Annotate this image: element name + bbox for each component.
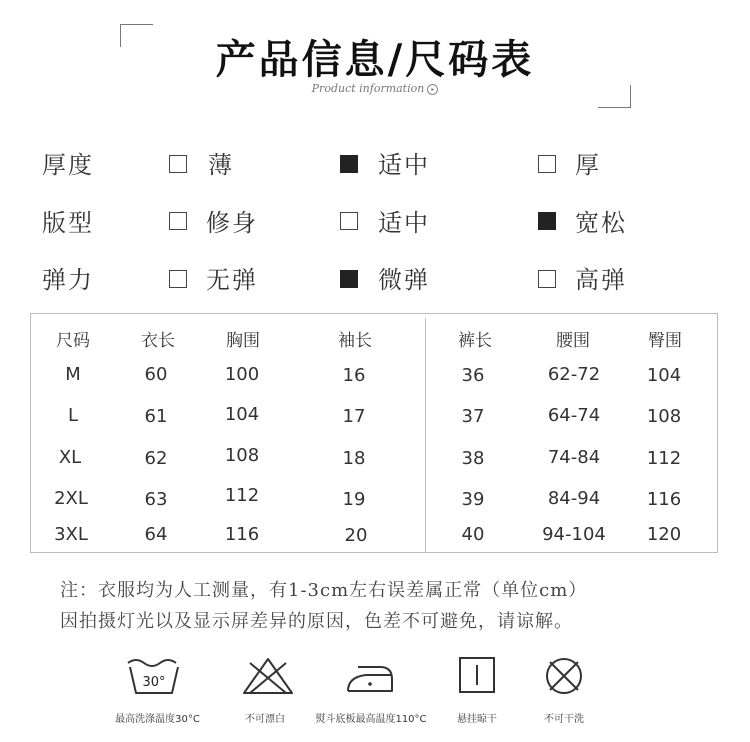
table-cell: 20 [344,525,368,546]
checkbox-regular-fit [340,212,358,230]
table-cell: 100 [224,364,260,385]
arrow-circle-icon: ▸ [427,84,438,95]
table-cell: 64-74 [547,405,601,426]
wash-temperature-text: 30° [142,675,166,690]
table-divider [425,318,426,552]
table-cell: 3XL [54,524,88,545]
checkbox-no-stretch [169,270,187,288]
table-cell: 62 [144,448,168,469]
checkbox-high-stretch [538,270,556,288]
checkbox-loose [538,212,556,230]
table-cell: 17 [342,406,366,427]
table-cell: L [67,405,79,426]
option-thin: 薄 [208,151,234,179]
header-chest: 胸围 [226,331,260,351]
table-cell: 60 [144,364,168,385]
attribute-label-elasticity: 弹力 [42,266,94,294]
wash-30-icon [124,655,186,697]
option-high-stretch: 高弹 [575,266,627,294]
hang-dry-icon [457,655,497,697]
note-line-2: 因拍摄灯光以及显示屏差异的原因，色差不可避免，请谅解。 [60,611,573,632]
table-cell: 74-84 [547,447,601,468]
table-cell: 18 [342,448,366,469]
iron-110-icon [340,655,400,697]
checkbox-thin [169,155,187,173]
table-cell: 108 [646,406,682,427]
table-cell: 84-94 [547,488,601,509]
option-slim: 修身 [206,209,258,237]
table-cell: 40 [461,524,485,545]
table-cell: 19 [342,489,366,510]
page-subtitle [0,82,750,95]
table-cell: 62-72 [547,364,601,385]
care-label-iron: 熨斗底板最高温度110°C [315,714,427,725]
table-cell: XL [58,447,82,468]
table-cell: 116 [646,489,682,510]
table-cell: 112 [224,485,260,506]
checkbox-medium-thickness [340,155,358,173]
header-sleeve: 袖长 [338,331,372,351]
option-thick: 厚 [575,151,601,179]
table-cell: M [65,364,81,385]
note-line-1: 注：衣服均为人工测量，有1-3cm左右误差属正常（单位cm） [60,580,588,601]
care-label-no-dry-clean: 不可干洗 [544,714,584,725]
no-bleach-icon [240,655,296,697]
table-cell: 2XL [54,488,88,509]
option-regular-fit: 适中 [378,209,430,237]
header-hip: 臀围 [648,331,682,351]
table-cell: 61 [144,406,168,427]
attribute-label-fit: 版型 [42,209,94,237]
table-cell: 38 [461,448,485,469]
table-cell: 120 [646,524,682,545]
care-label-wash: 最高洗涤温度30°C [115,714,200,725]
no-tumble-dry-icon [543,655,585,697]
subtitle-text: Product information [311,82,425,95]
table-cell: 94-104 [542,524,606,545]
table-cell: 39 [461,489,485,510]
header-waist: 腰围 [556,331,590,351]
table-cell: 37 [461,406,485,427]
header-pants-length: 裤长 [458,331,492,351]
option-no-stretch: 无弹 [206,266,258,294]
header-length: 衣长 [141,331,175,351]
table-cell: 104 [646,365,682,386]
table-cell: 36 [461,365,485,386]
table-cell: 16 [342,365,366,386]
table-cell: 108 [224,445,260,466]
table-cell: 116 [224,524,260,545]
attribute-label-thickness: 厚度 [42,151,94,179]
care-label-hang-dry: 悬挂晾干 [457,714,497,725]
checkbox-slim [169,212,187,230]
checkbox-slight-stretch [340,270,358,288]
option-loose: 宽松 [575,209,627,237]
page-title: 产品信息/尺码表 [215,36,535,83]
care-label-no-bleach: 不可漂白 [245,714,285,725]
table-cell: 104 [224,404,260,425]
table-cell: 112 [646,448,682,469]
option-slight-stretch: 微弹 [378,266,430,294]
table-cell: 64 [144,524,168,545]
checkbox-thick [538,155,556,173]
header-size: 尺码 [56,331,90,351]
option-medium-thickness: 适中 [378,151,430,179]
table-cell: 63 [144,489,168,510]
